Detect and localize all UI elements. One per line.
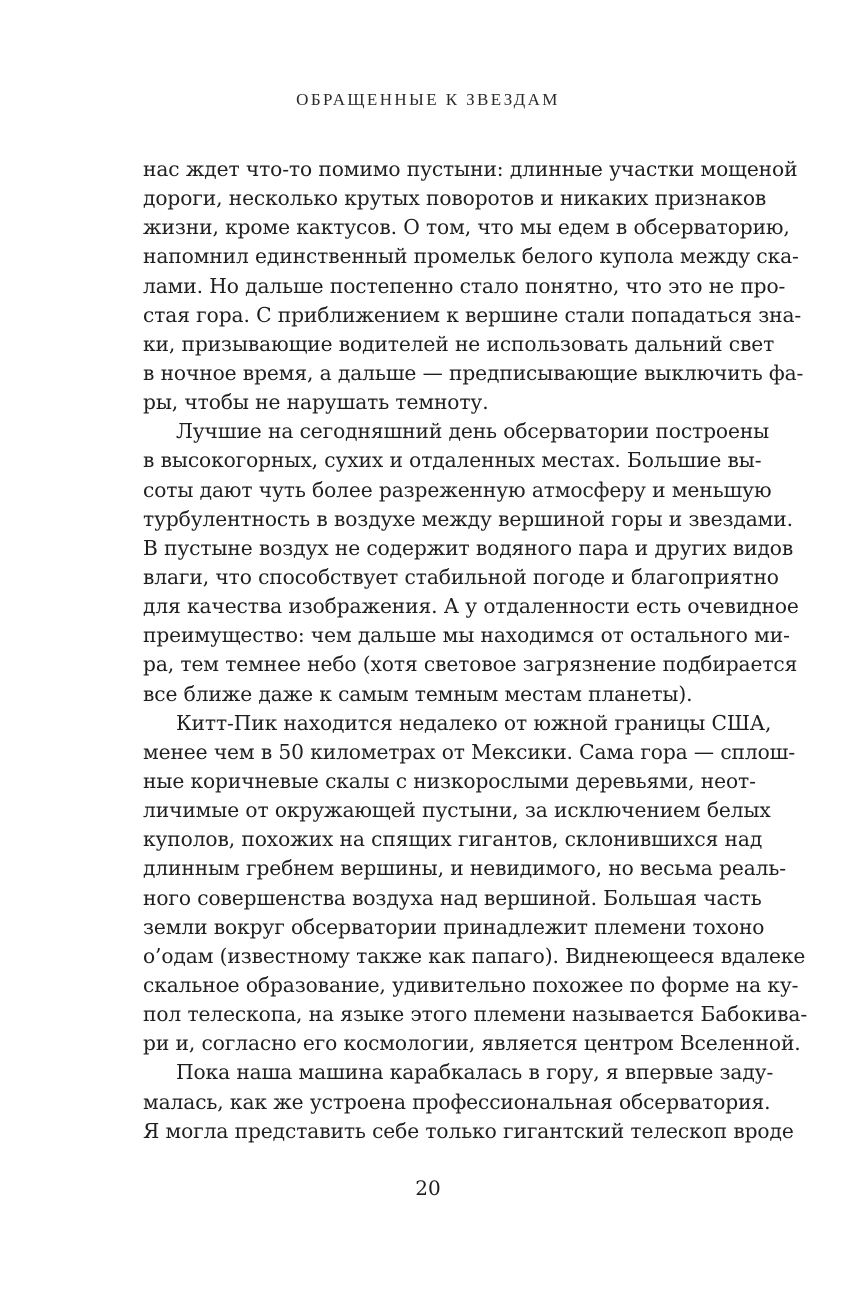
text-line: В пустыне воздух не содержит водяного пара и других видов [143, 535, 794, 560]
text-line: преимущество: чем дальше мы находимся от остального ми- [143, 623, 790, 648]
text-line: малась, как же устроена профессиональная обсерватория. [143, 1089, 771, 1114]
text-line: Пока наша машина карабкалась в гору, я впервые заду- [176, 1060, 774, 1085]
text-line: жизни, кроме кактусов. О том, что мы едем в обсерваторию, [143, 215, 790, 240]
text-line: личимые от окружающей пустыни, за исключением белых [143, 798, 771, 823]
text-line: Китт-Пик находится недалеко от южной границы США, [176, 710, 772, 735]
text-line: куполов, похожих на спящих гигантов, склонившихся над [143, 827, 763, 852]
text-line: ного совершенства воздуха над вершиной. Большая часть [143, 885, 762, 910]
text-line: нас ждет что-то помимо пустыни: длинные участки мощеной [143, 157, 798, 181]
paragraph-3 [143, 709, 808, 1059]
text-line: пол телескопа, на языке этого племени называется Бабокива- [143, 1002, 808, 1027]
text-line: влаги, что способствует стабильной погоде и благоприятно [143, 564, 779, 589]
text-line: все ближе даже к самым темным местам планеты). [143, 681, 693, 706]
text-line: в ночное время, а дальше — предписывающие выключить фа- [143, 360, 804, 385]
text-line: стая гора. С приближением к вершине стали попадаться зна- [143, 302, 802, 327]
text-line: ра, тем темнее небо (хотя световое загрязнение подбирается [143, 652, 798, 677]
text-line: ры, чтобы не нарушать темноту. [143, 390, 489, 415]
page-number: 20 [415, 1176, 441, 1200]
paragraph-2 [143, 417, 799, 708]
text-line: длинным гребнем вершины, и невидимого, но весьма реаль- [143, 856, 786, 881]
body-text [143, 155, 808, 1146]
text-line: в высокогорных, сухих и отдаленных местах. Большие вы- [143, 448, 762, 473]
text-line: соты дают чуть более разреженную атмосферу и меньшую [143, 477, 772, 502]
text-line: ные коричневые скалы с низкорослыми деревьями, неот- [143, 768, 756, 793]
text-line: дороги, несколько крутых поворотов и никаких признаков [143, 186, 767, 211]
text-line: ри и, согласно его космологии, является центром Вселенной. [143, 1031, 801, 1056]
text-line: лами. Но дальше постепенно стало понятно, что это не про- [143, 273, 786, 298]
text-line: для качества изображения. А у отдаленности есть очевидное [143, 594, 799, 619]
text-line: напомнил единственный промельк белого купола между ска- [143, 244, 799, 269]
text-line: земли вокруг обсерватории принадлежит племени тохоно [143, 914, 765, 939]
text-line: ки, призывающие водителей не использовать дальний свет [143, 331, 775, 356]
text-line: Лучшие на сегодняшний день обсерватории построены [176, 419, 770, 444]
text-line: скальное образование, удивительно похожее по форме на ку- [143, 972, 799, 997]
text-line: о’одам (известному также как папаго). Виднеющееся вдалеке [143, 943, 806, 968]
running-head: ОБРАЩЕННЫЕ К ЗВЕЗДАМ [296, 90, 560, 109]
text-line: турбулентность в воздухе между вершиной горы и звездами. [143, 506, 793, 531]
paragraph-1 [143, 155, 804, 417]
text-line: Я могла представить себе только гигантский телескоп вроде [143, 1118, 794, 1143]
text-line: менее чем в 50 километрах от Мексики. Сама гора — сплош- [143, 739, 796, 764]
paragraph-4 [143, 1058, 794, 1145]
